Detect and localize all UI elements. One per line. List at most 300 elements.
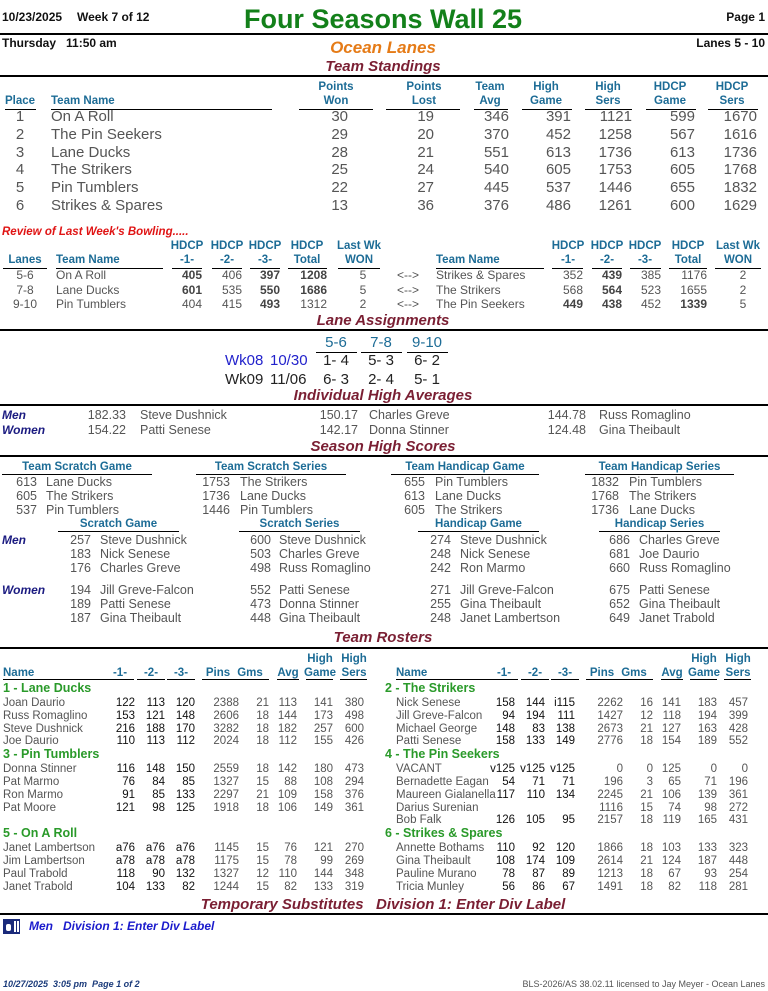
divider — [0, 913, 768, 915]
team-name: The Strikers — [240, 475, 308, 489]
column-header: High — [595, 81, 621, 93]
divider — [551, 679, 579, 680]
bowler-name: Annette Bothams — [396, 842, 485, 855]
team-matchup: 5- 1 — [414, 370, 440, 388]
lane-pair-header: 5-6 — [325, 334, 347, 351]
divider — [0, 329, 768, 331]
roster-cell: 120 — [175, 697, 195, 709]
standings-cell: 537 — [545, 179, 571, 197]
roster-cell: 163 — [697, 722, 717, 735]
roster-cell: 108 — [495, 855, 515, 867]
review-cell: 1176 — [681, 268, 707, 282]
roster-cell: 67 — [562, 880, 575, 893]
roster-cell: 144 — [313, 867, 333, 880]
roster-cell: 154 — [661, 735, 681, 748]
standings-cell: 1670 — [723, 108, 757, 125]
bowler-name: Patti Senese — [639, 583, 710, 597]
bowler-name: Steve Dushnick — [460, 533, 547, 547]
roster-cell: 74 — [668, 801, 681, 814]
column-header: Sers — [719, 95, 745, 107]
review-cell: Lane Ducks — [56, 282, 120, 297]
roster-cell: 194 — [525, 709, 545, 722]
roster-cell: 106 — [661, 788, 681, 801]
roster-cell: 21 — [640, 855, 653, 867]
column-header: HDCP — [170, 240, 204, 252]
roster-cell: 90 — [152, 867, 165, 880]
roster-cell: 2157 — [597, 814, 623, 827]
roster-cell: a78 — [115, 855, 135, 867]
score: 1736 — [202, 489, 230, 504]
score: 242 — [430, 561, 451, 576]
roster-cell: 118 — [116, 867, 135, 880]
column-header: High — [691, 653, 717, 665]
roster-cell: 86 — [532, 880, 545, 893]
roster-cell: 189 — [697, 735, 717, 748]
roster-cell: v125 — [520, 763, 545, 776]
roster-cell: 94 — [502, 709, 515, 722]
roster-cell: 2559 — [213, 763, 239, 776]
roster-cell: 552 — [728, 735, 748, 748]
page-number: Page 1 — [726, 10, 765, 24]
roster-cell: 270 — [344, 842, 364, 855]
team-matchup: 2- 4 — [368, 370, 394, 388]
roster-cell: 361 — [344, 801, 364, 814]
review-cell: 449 — [562, 297, 583, 312]
roster-cell: 15 — [256, 855, 269, 867]
roster-cell: 133 — [175, 788, 195, 801]
divider — [137, 679, 165, 680]
standings-cell: 25 — [331, 161, 348, 179]
review-cell: 568 — [562, 282, 583, 297]
roster-cell: 0 — [710, 763, 717, 776]
roster-cell: 120 — [555, 842, 575, 855]
team-name: Pin Tumblers — [240, 503, 313, 518]
review-cell: 397 — [259, 268, 280, 282]
column-header: -1- — [179, 254, 195, 266]
roster-cell: 216 — [115, 722, 135, 735]
column-header: Sers — [341, 667, 367, 679]
league-title: Four Seasons Wall 25 — [243, 4, 523, 34]
lane-pair-header: 7-8 — [370, 334, 392, 351]
column-header: Avg — [479, 95, 501, 107]
team-name: Lane Ducks — [46, 475, 113, 489]
standings-cell: 452 — [545, 125, 571, 143]
review-cell: 452 — [640, 297, 661, 312]
standings-cell: 655 — [669, 179, 695, 197]
standings-cell: 1768 — [723, 161, 757, 179]
column-header: -1- — [560, 254, 576, 266]
team-name: On A Roll — [51, 108, 114, 125]
roster-cell: 121 — [115, 801, 135, 814]
score: 652 — [609, 597, 630, 612]
column-header: Lanes — [8, 254, 42, 266]
average-value: 142.17 — [319, 423, 358, 437]
standings-cell: 1736 — [598, 143, 632, 161]
roster-cell: 1327 — [213, 867, 239, 880]
standings-cell: 370 — [483, 125, 509, 143]
roster-cell: 1213 — [597, 867, 623, 880]
column-header: -2- — [599, 254, 615, 266]
divider — [0, 647, 768, 649]
bowler-name: Russ Romaglino — [279, 561, 371, 576]
week-label: Week 7 of 12 — [77, 10, 150, 24]
divider — [306, 679, 333, 680]
roster-cell: 431 — [728, 814, 748, 827]
roster-cell: 133 — [313, 880, 333, 893]
divider — [586, 679, 653, 680]
score: 655 — [404, 475, 425, 489]
roster-cell: 3 — [646, 776, 653, 788]
average-value: 182.33 — [87, 408, 126, 422]
column-header: Won — [323, 95, 349, 107]
team-matchup: 5- 3 — [368, 352, 394, 369]
roster-cell: 1116 — [599, 801, 623, 814]
average-value: 154.22 — [87, 423, 126, 437]
score: 605 — [16, 489, 37, 504]
review-cell: 550 — [259, 282, 280, 297]
bowler-name: Russ Romaglino — [3, 709, 88, 722]
review-cell: 1208 — [300, 268, 327, 282]
bowler-name: Steve Dushnick — [100, 533, 187, 547]
team-name: Strikes & Spares — [51, 197, 163, 214]
column-header: -3- — [257, 254, 273, 266]
bowler-name: VACANT — [396, 763, 442, 776]
roster-cell: 158 — [313, 788, 333, 801]
review-cell: 1655 — [680, 282, 707, 297]
roster-cell: 71 — [704, 776, 717, 788]
roster-cell: 376 — [344, 788, 364, 801]
divider — [0, 75, 768, 77]
standings-cell: 21 — [417, 143, 434, 161]
column-header: High — [341, 653, 367, 665]
roster-cell: 1427 — [597, 709, 623, 722]
team-name: Pin Tumblers — [629, 475, 702, 489]
roster-cell: 87 — [532, 867, 545, 880]
column-header: Last Wk — [336, 240, 382, 252]
roster-cell: 148 — [145, 763, 165, 776]
roster-team-name: 3 - Pin Tumblers — [3, 747, 100, 762]
score: 1736 — [591, 503, 619, 518]
score: 613 — [404, 489, 425, 504]
roster-cell: 149 — [555, 735, 575, 748]
column-header: HDCP — [290, 240, 324, 252]
review-cell: 438 — [601, 297, 622, 312]
roster-cell: 196 — [728, 776, 748, 788]
roster-cell: 122 — [115, 697, 135, 709]
standings-cell: 27 — [417, 179, 434, 197]
roster-cell: 133 — [697, 842, 717, 855]
roster-cell: 272 — [728, 801, 748, 814]
roster-cell: 78 — [502, 867, 515, 880]
standings-cell: 24 — [417, 161, 434, 179]
bowler-name: Tricia Munley — [396, 880, 464, 893]
divider — [106, 679, 134, 680]
standings-cell: 1121 — [599, 108, 632, 125]
bowler-name: Bernadette Eagan — [396, 776, 489, 788]
standings-cell: 346 — [483, 108, 509, 125]
day-time: Thursday 11:50 am — [2, 36, 117, 50]
score: 1832 — [591, 475, 619, 489]
roster-cell: 118 — [662, 709, 681, 722]
standings-cell: 2 — [15, 125, 25, 143]
score: 649 — [609, 611, 630, 626]
roster-cell: 294 — [344, 776, 364, 788]
bowler-name: Pat Moore — [3, 801, 57, 814]
roster-cell: 0 — [616, 763, 623, 776]
standings-cell: 445 — [483, 179, 509, 197]
category-header: Handicap Series — [614, 518, 705, 530]
team-matchup: 6- 3 — [323, 370, 349, 388]
average-value: 144.78 — [547, 408, 586, 422]
score: 675 — [609, 583, 630, 597]
team-name: The Strikers — [51, 161, 132, 179]
roster-cell: 173 — [313, 709, 333, 722]
section-title-lane-assignments: Lane Assignments — [316, 312, 450, 329]
roster-cell: 141 — [661, 697, 681, 709]
section-title-season-high-scores: Season High Scores — [310, 438, 456, 455]
standings-cell: 5 — [15, 179, 25, 197]
column-header: Team Name — [56, 254, 120, 266]
roster-cell: 194 — [697, 709, 717, 722]
column-header: -3- — [637, 254, 653, 266]
team-name: The Pin Seekers — [51, 125, 162, 143]
standings-cell: 22 — [331, 179, 348, 197]
lanes-range: Lanes 5 - 10 — [696, 36, 765, 50]
roster-cell: 106 — [277, 801, 297, 814]
roster-cell: 0 — [646, 763, 653, 776]
standings-cell: 6 — [15, 197, 25, 214]
roster-cell: 170 — [175, 722, 195, 735]
roster-cell: 18 — [256, 735, 269, 748]
roster-cell: 82 — [182, 880, 195, 893]
column-header: -1- — [496, 667, 512, 679]
women-label: Women — [2, 583, 46, 597]
roster-cell: 269 — [344, 855, 364, 867]
score: 686 — [609, 533, 630, 547]
score: 189 — [70, 597, 91, 612]
roster-cell: 2262 — [597, 697, 623, 709]
roster-team-name: 6 - Strikes & Spares — [385, 826, 503, 841]
versus-arrow: <--> — [396, 297, 420, 312]
column-header: Avg — [277, 667, 299, 679]
review-cell: 5 — [739, 297, 747, 312]
roster-cell: 1491 — [597, 880, 623, 893]
team-name: Pin Tumblers — [435, 475, 508, 489]
column-header: Avg — [661, 667, 683, 679]
roster-cell: 158 — [495, 735, 515, 748]
score: 187 — [70, 611, 91, 626]
divider — [715, 268, 761, 269]
review-cell: 5-6 — [16, 268, 34, 282]
category-header: Handicap Game — [435, 518, 522, 530]
section-title-substitutes: Temporary Substitutes Division 1: Enter Div Label — [200, 896, 566, 913]
roster-cell: 150 — [175, 763, 195, 776]
roster-cell: 18 — [640, 814, 653, 827]
week-code: Wk09 — [225, 370, 264, 388]
roster-cell: 121 — [145, 709, 165, 722]
roster-cell: 2024 — [213, 735, 239, 748]
roster-cell: 121 — [313, 842, 333, 855]
lane-pair-header: 9-10 — [411, 334, 443, 351]
roster-cell: 473 — [344, 763, 364, 776]
roster-cell: 111 — [557, 709, 575, 722]
versus-arrow: <--> — [396, 282, 420, 297]
roster-cell: 110 — [116, 735, 135, 748]
column-header: Team Name — [436, 254, 500, 266]
roster-cell: 117 — [496, 788, 515, 801]
roster-cell: 158 — [495, 697, 515, 709]
score: 1768 — [591, 489, 619, 504]
score: 271 — [430, 583, 451, 597]
standings-cell: 1753 — [598, 161, 632, 179]
review-cell: 1686 — [300, 282, 327, 297]
roster-cell: 82 — [284, 880, 297, 893]
roster-cell: 67 — [668, 867, 681, 880]
bowler-name: Janet Lambertson — [460, 611, 561, 626]
bowler-name: Nick Senese — [100, 547, 171, 562]
review-cell: 404 — [181, 297, 202, 312]
roster-cell: 1918 — [213, 801, 239, 814]
score: 605 — [404, 503, 425, 518]
score: 498 — [250, 561, 271, 576]
roster-cell: 109 — [277, 788, 297, 801]
roster-cell: 78 — [284, 855, 297, 867]
roster-cell: 2245 — [597, 788, 623, 801]
roster-cell: 1866 — [597, 842, 623, 855]
footer-license: BLS-2026/AS 38.02.11 licensed to Jay Meyer - Ocean Lanes — [522, 979, 765, 989]
team-matchup: 6- 2 — [414, 352, 440, 369]
roster-cell: 71 — [562, 776, 575, 788]
score: 194 — [70, 583, 91, 597]
roster-cell: 498 — [344, 709, 364, 722]
bowler-name: Patti Senese — [279, 583, 350, 597]
roster-cell: 426 — [344, 735, 364, 748]
column-header: Points — [318, 81, 354, 93]
roster-cell: 142 — [277, 763, 297, 776]
roster-cell: 1327 — [213, 776, 239, 788]
bowler-name: Janet Lambertson — [3, 842, 96, 855]
column-header: Pins — [205, 667, 231, 679]
bowler-name: Donna Stinner — [369, 423, 449, 437]
review-cell: The Pin Seekers — [436, 297, 525, 312]
average-value: 150.17 — [319, 408, 358, 422]
review-cell: 352 — [562, 268, 583, 282]
bowler-name: Gina Theibault — [599, 423, 681, 437]
roster-cell: 139 — [697, 788, 717, 801]
roster-cell: 119 — [662, 814, 681, 827]
roster-cell: 165 — [697, 814, 717, 827]
roster-cell: 188 — [145, 722, 165, 735]
roster-cell: 319 — [344, 880, 364, 893]
roster-cell: 88 — [284, 776, 297, 788]
standings-cell: 20 — [417, 125, 434, 143]
roster-cell: a76 — [115, 842, 135, 855]
bowler-name: Maureen Gialanella — [396, 788, 496, 801]
standings-cell: 19 — [417, 108, 434, 125]
category-header: Team Scratch Game — [22, 461, 132, 473]
roster-cell: 2388 — [213, 697, 239, 709]
standings-cell: 29 — [331, 125, 348, 143]
roster-cell: 113 — [278, 697, 297, 709]
standings-cell: 4 — [15, 161, 25, 179]
roster-cell: a76 — [175, 842, 195, 855]
category-header: Scratch Game — [79, 518, 158, 530]
standings-cell: 1 — [15, 108, 25, 125]
standings-cell: 30 — [331, 108, 348, 125]
roster-cell: 2673 — [597, 722, 623, 735]
column-header: Total — [293, 254, 321, 266]
standings-cell: 1258 — [598, 125, 632, 143]
column-header: -2- — [527, 667, 543, 679]
team-name: Pin Tumblers — [51, 179, 139, 197]
roster-cell: 21 — [640, 722, 653, 735]
standings-cell: 551 — [483, 143, 509, 161]
review-cell: 2 — [739, 282, 747, 297]
bowler-name: Nick Senese — [396, 697, 461, 709]
roster-cell: 18 — [256, 801, 269, 814]
roster-team-name: 2 - The Strikers — [385, 681, 476, 695]
women-label: Women — [2, 423, 46, 437]
score: 176 — [70, 561, 91, 576]
bowler-name: Pauline Murano — [396, 867, 477, 880]
bowler-name: Patti Senese — [100, 597, 171, 612]
standings-cell: 1616 — [723, 125, 757, 143]
average-value: 124.48 — [547, 423, 586, 437]
review-cell: 5 — [359, 268, 367, 282]
bowler-name: Michael George — [396, 722, 478, 735]
roster-cell: 133 — [145, 880, 165, 893]
roster-cell: 18 — [640, 880, 653, 893]
roster-cell: 85 — [182, 776, 195, 788]
roster-cell: 125 — [175, 801, 195, 814]
roster-cell: 110 — [278, 867, 297, 880]
team-name: Lane Ducks — [51, 143, 131, 161]
footer-print-date: 10/27/2025 3:05 pm Page 1 of 2 — [3, 979, 140, 989]
standings-cell: 13 — [331, 197, 348, 214]
roster-cell: 182 — [277, 722, 297, 735]
review-cell: 415 — [221, 297, 242, 312]
roster-cell: 84 — [152, 776, 165, 788]
roster-cell: 15 — [640, 801, 653, 814]
roster-cell: 21 — [256, 788, 269, 801]
roster-cell: 12 — [640, 709, 653, 722]
score: 448 — [250, 611, 271, 626]
review-cell: 493 — [259, 297, 280, 312]
roster-cell: 126 — [495, 814, 515, 827]
review-cell: The Strikers — [436, 282, 501, 297]
category-header: Team Handicap Series — [598, 461, 721, 473]
standings-cell: 600 — [669, 197, 695, 214]
roster-cell: 155 — [313, 735, 333, 748]
team-name: Pin Tumblers — [46, 503, 119, 518]
roster-cell: 105 — [525, 814, 545, 827]
roster-team-name: 1 - Lane Ducks — [3, 681, 92, 695]
column-header: HDCP — [653, 81, 687, 93]
roster-cell: 103 — [661, 842, 681, 855]
divider — [690, 679, 717, 680]
report-date: 10/23/2025 — [2, 10, 63, 24]
column-header: Last Wk — [715, 240, 761, 252]
roster-cell: 600 — [344, 722, 364, 735]
bowling-division-icon — [3, 919, 20, 934]
roster-cell: 113 — [146, 735, 165, 748]
column-header: Total — [674, 254, 702, 266]
roster-cell: 153 — [115, 709, 135, 722]
bowler-name: Charles Greve — [639, 533, 720, 547]
bowler-name: Jill Greve-Falcon — [396, 709, 483, 722]
divider — [0, 404, 768, 406]
roster-cell: 54 — [502, 776, 515, 788]
